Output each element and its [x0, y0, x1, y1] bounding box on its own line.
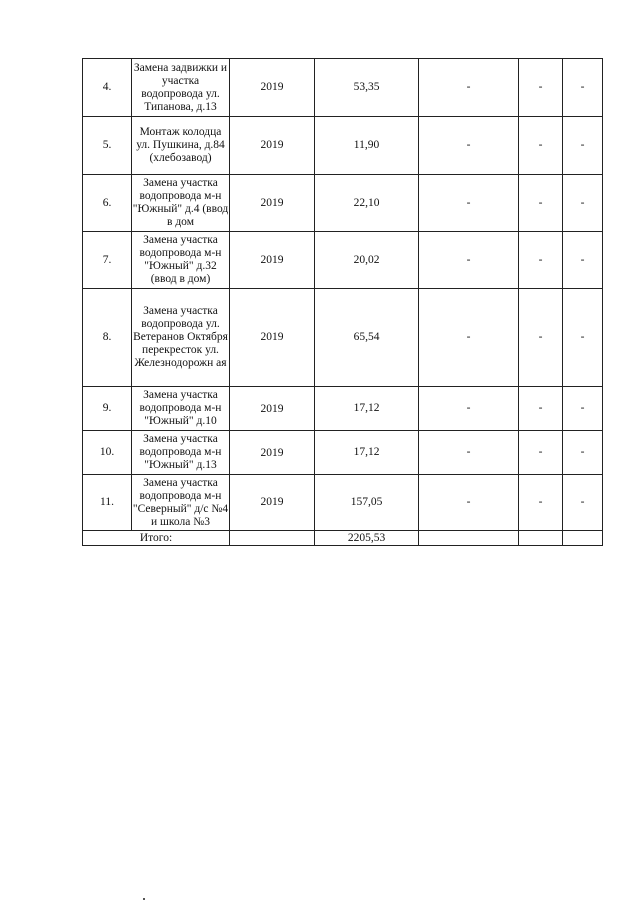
cost-cell: 17,12 — [315, 387, 419, 431]
year-cell: 2019 — [230, 289, 315, 387]
empty-value-cell: - — [563, 59, 603, 117]
work-description: Замена участка водопровода ул. Ветеранов Октября перекресток ул. Железнодорожн ая — [132, 289, 230, 387]
empty-value-cell: - — [519, 117, 563, 175]
table-row — [83, 431, 603, 475]
empty-cell — [519, 531, 563, 546]
row-number: 11. — [83, 475, 132, 531]
row-number: 9. — [83, 387, 132, 431]
empty-value-cell: - — [419, 175, 519, 232]
empty-value-cell: - — [563, 475, 603, 531]
cost-cell: 157,05 — [315, 475, 419, 531]
total-value: 2205,53 — [315, 531, 419, 546]
table-row — [83, 232, 603, 289]
empty-value-cell: - — [563, 232, 603, 289]
cost-cell: 20,02 — [315, 232, 419, 289]
table-row — [83, 175, 603, 232]
empty-cell — [563, 531, 603, 546]
row-number: 10. — [83, 431, 132, 475]
empty-value-cell: - — [419, 289, 519, 387]
cost-cell: 17,12 — [315, 431, 419, 475]
work-description: Замена участка водопровода м-н "Южный" д.10 — [132, 387, 230, 431]
row-number: 7. — [83, 232, 132, 289]
total-row — [83, 531, 603, 546]
row-number: 5. — [83, 117, 132, 175]
table-row — [83, 387, 603, 431]
table-row — [83, 475, 603, 531]
works-table — [82, 58, 603, 546]
row-number: 8. — [83, 289, 132, 387]
empty-value-cell: - — [563, 431, 603, 475]
cost-cell: 65,54 — [315, 289, 419, 387]
empty-value-cell: - — [563, 117, 603, 175]
empty-value-cell: - — [419, 431, 519, 475]
work-description: Замена участка водопровода м-н "Южный" д.4 (ввод в дом — [132, 175, 230, 232]
cost-cell: 53,35 — [315, 59, 419, 117]
empty-value-cell: - — [519, 232, 563, 289]
empty-value-cell: - — [519, 475, 563, 531]
table-row — [83, 59, 603, 117]
work-description: Замена участка водопровода м-н "Северный" д/с №4 и школа №3 — [132, 475, 230, 531]
work-description: Монтаж колодца ул. Пушкина, д.84 (хлебозавод) — [132, 117, 230, 175]
scan-speck — [143, 898, 145, 900]
empty-value-cell: - — [563, 175, 603, 232]
work-description: Замена участка водопровода м-н "Южный" д.13 — [132, 431, 230, 475]
empty-value-cell: - — [419, 117, 519, 175]
empty-value-cell: - — [519, 289, 563, 387]
cost-cell: 22,10 — [315, 175, 419, 232]
empty-cell — [230, 531, 315, 546]
empty-value-cell: - — [519, 431, 563, 475]
work-description: Замена задвижки и участка водопровода ул. Типанова, д.13 — [132, 59, 230, 117]
row-number: 6. — [83, 175, 132, 232]
empty-value-cell: - — [519, 387, 563, 431]
empty-value-cell: - — [519, 175, 563, 232]
year-cell: 2019 — [230, 117, 315, 175]
empty-value-cell: - — [563, 289, 603, 387]
table-row — [83, 117, 603, 175]
empty-value-cell: - — [419, 475, 519, 531]
total-label: Итого: — [83, 531, 230, 546]
table-row — [83, 289, 603, 387]
year-cell: 2019 — [230, 232, 315, 289]
empty-value-cell: - — [419, 387, 519, 431]
empty-value-cell: - — [419, 232, 519, 289]
work-description: Замена участка водопровода м-н "Южный" д.32 (ввод в дом) — [132, 232, 230, 289]
year-cell: 2019 — [230, 175, 315, 232]
year-cell: 2019 — [230, 475, 315, 531]
year-cell: 2019 — [230, 431, 315, 475]
empty-value-cell: - — [419, 59, 519, 117]
cost-cell: 11,90 — [315, 117, 419, 175]
row-number: 4. — [83, 59, 132, 117]
empty-value-cell: - — [563, 387, 603, 431]
empty-value-cell: - — [519, 59, 563, 117]
empty-cell — [419, 531, 519, 546]
year-cell: 2019 — [230, 59, 315, 117]
year-cell: 2019 — [230, 387, 315, 431]
